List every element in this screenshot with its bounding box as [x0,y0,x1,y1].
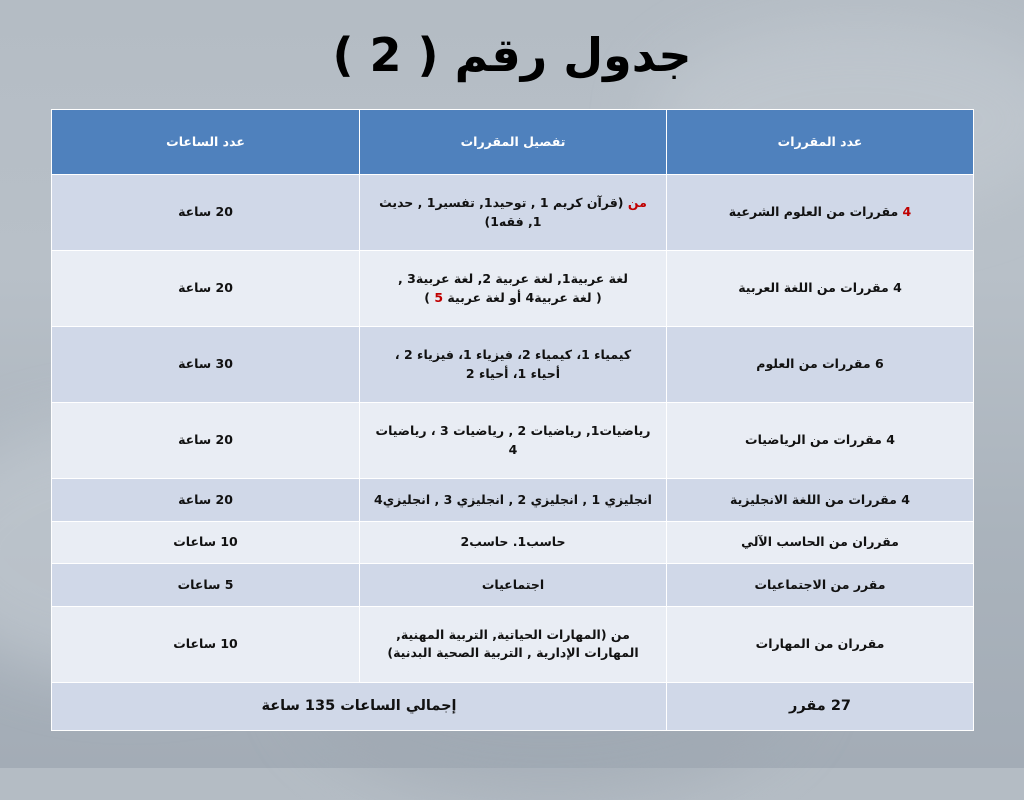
table-row [52,175,974,251]
course-details-cell: من (المهارات الحياتية, التربية المهنية, المهارات الإدارية , التربية الصحية البدنية) [360,606,667,682]
total-course-count: 27 مقرر [667,683,974,731]
course-details-cell: كيمياء 1، كيمياء 2، فيزياء 1، فيزياء 2 ، أحياء 1، أحياء 2 [360,327,667,403]
course-details-cell: رياضيات1, رياضيات 2 , رياضيات 3 ، رياضيات 4 [360,403,667,479]
course-count-cell: 4 مقررات من اللغة الانجليزية [667,479,974,522]
hours-cell: 20 ساعة [52,479,360,522]
course-count-cell: 4 مقررات من الرياضيات [667,403,974,479]
course-details-cell: من (قرآن كريم 1 , توحيد1, تفسير1 , حديث 1, فقه1) [360,175,667,251]
total-hours: إجمالي الساعات 135 ساعة [52,683,667,731]
header-course-count: عدد المقررات [667,110,974,175]
table-row [52,327,974,403]
course-count-cell: مقرران من الحاسب الآلي [667,521,974,564]
course-details-cell: لغة عربية1, لغة عربية 2, لغة عربية3 , ( لغة عربية4 أو لغة عربية 5 ) [360,251,667,327]
course-count-cell: 6 مقررات من العلوم [667,327,974,403]
course-count-cell: مقرران من المهارات [667,606,974,682]
table-total-row [52,683,974,731]
hours-cell: 10 ساعات [52,521,360,564]
course-count-cell: مقرر من الاجتماعيات [667,564,974,607]
courses-table [51,109,974,731]
course-details-cell: اجتماعيات [360,564,667,607]
hours-cell: 5 ساعات [52,564,360,607]
table-row [52,564,974,607]
table-row [52,521,974,564]
hours-cell: 20 ساعة [52,175,360,251]
page-title: جدول رقم ( 2 ) [332,28,692,82]
course-count-cell: 4 مقررات من اللغة العربية [667,251,974,327]
hours-cell: 30 ساعة [52,327,360,403]
header-course-details: تفصيل المقررات [360,110,667,175]
course-count-cell: 4 مقررات من العلوم الشرعية [667,175,974,251]
table-row [52,403,974,479]
hours-cell: 20 ساعة [52,251,360,327]
course-details-cell: حاسب1. حاسب2 [360,521,667,564]
table-row [52,606,974,682]
table-header-row [52,110,974,175]
table-row [52,251,974,327]
header-hours: عدد الساعات [52,110,360,175]
hours-cell: 10 ساعات [52,606,360,682]
hours-cell: 20 ساعة [52,403,360,479]
table-row [52,479,974,522]
course-details-cell: انجليزي 1 , انجليزي 2 , انجليزي 3 , انجليزي4 [360,479,667,522]
